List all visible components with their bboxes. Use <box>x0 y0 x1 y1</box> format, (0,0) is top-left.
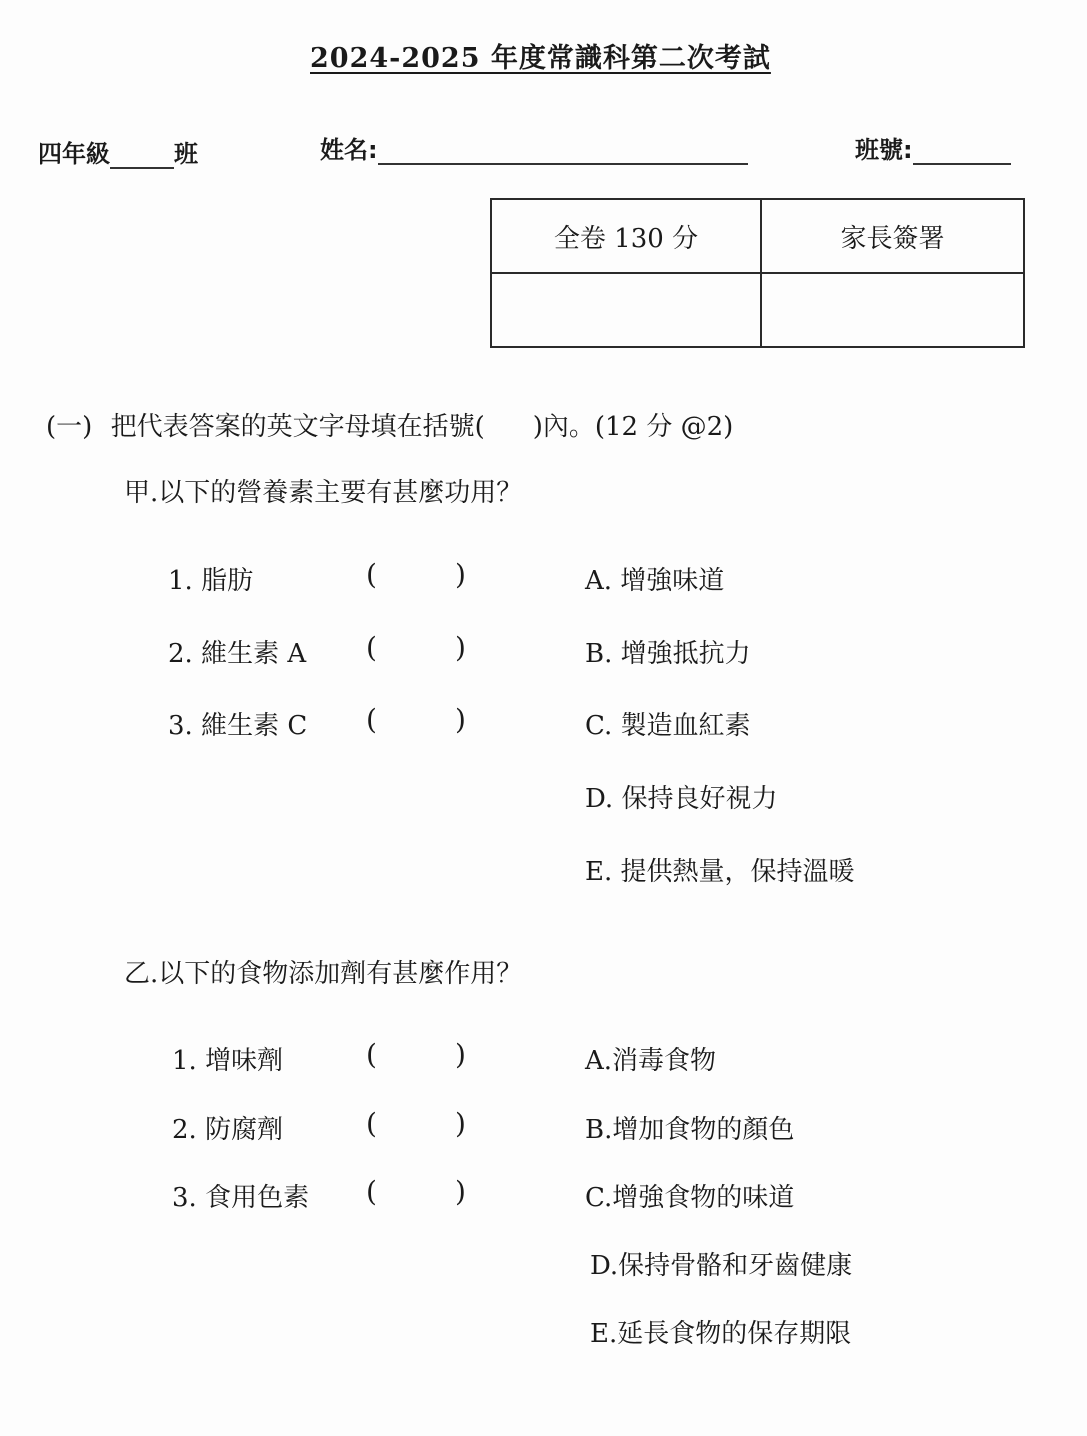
part-b-option-d: D.保持骨骼和牙齒健康 <box>590 1251 853 1281</box>
instruction-suffix: )內。(12 分 @2) <box>532 412 734 442</box>
name-field <box>320 130 748 165</box>
part-a-item-3-answer[interactable] <box>366 703 466 736</box>
part-b-item-2-answer[interactable] <box>366 1107 466 1140</box>
part-a-item-3-label: 3. 維生素 C <box>168 711 308 741</box>
part-b-option-e: E.延長食物的保存期限 <box>590 1319 852 1349</box>
part-b-item-1-label: 1. 增味劑 <box>172 1046 284 1076</box>
paren-open: ( <box>366 631 377 664</box>
paren-open: ( <box>366 1175 377 1208</box>
part-b-option-b: B.增加食物的顏色 <box>585 1115 795 1145</box>
part-a-option-c: C. 製造血紅素 <box>585 711 751 741</box>
part-b-item-3-answer[interactable] <box>366 1175 466 1208</box>
part-b-option-c: C.增強食物的味道 <box>585 1183 795 1213</box>
paren-open: ( <box>366 558 377 591</box>
class-number-field <box>855 130 1011 165</box>
part-b-question: 乙.以下的食物添加劑有甚麼作用？ <box>124 959 523 989</box>
total-score-cell[interactable] <box>491 273 761 347</box>
part-b-option-a: A.消毒食物 <box>585 1046 717 1076</box>
part-b-item-2-label: 2. 防腐劑 <box>172 1115 284 1145</box>
paren-close: ) <box>454 631 466 664</box>
total-score-header: 全卷 130 分 <box>491 199 761 273</box>
exam-title: 2024-2025 年度常識科第二次考試 <box>310 43 771 74</box>
paren-close: ) <box>454 1107 466 1140</box>
part-a-option-a: A. 增強味道 <box>585 566 725 596</box>
part-a-option-b: B. 增強抵抗力 <box>585 639 751 669</box>
class-number-input[interactable] <box>913 141 1011 165</box>
parent-signature-header: 家長簽署 <box>761 199 1024 273</box>
paren-open: ( <box>366 1038 377 1071</box>
part-a-item-2-label: 2. 維生素 A <box>168 639 307 669</box>
paren-open: ( <box>366 703 377 736</box>
paren-close: ) <box>454 703 466 736</box>
part-a-option-e: E. 提供熱量，保持溫暖 <box>585 857 855 887</box>
score-table <box>490 198 1025 348</box>
parent-signature-cell[interactable] <box>761 273 1024 347</box>
class-suffix: 班 <box>174 140 198 168</box>
name-label: 姓名: <box>320 136 378 164</box>
section1-instruction <box>46 406 733 443</box>
class-number-label: 班號: <box>855 136 913 164</box>
part-b-item-3-label: 3. 食用色素 <box>172 1183 310 1213</box>
paren-close: ) <box>454 558 466 591</box>
grade-class-field <box>38 134 198 169</box>
name-input[interactable] <box>378 141 748 165</box>
part-b-item-1-answer[interactable] <box>366 1038 466 1071</box>
part-a-item-2-answer[interactable] <box>366 631 466 664</box>
part-a-question: 甲.以下的營養素主要有甚麼功用？ <box>124 478 523 508</box>
part-a-item-1-label: 1. 脂肪 <box>168 566 254 596</box>
paren-close: ) <box>454 1038 466 1071</box>
part-a-option-d: D. 保持良好視力 <box>585 784 778 814</box>
class-input[interactable] <box>110 145 174 169</box>
paren-close: ) <box>454 1175 466 1208</box>
instruction-prefix: 把代表答案的英文字母填在括號( <box>110 412 485 442</box>
part-a-item-1-answer[interactable] <box>366 558 466 591</box>
grade-label: 四年級 <box>38 140 110 168</box>
paren-open: ( <box>366 1107 377 1140</box>
section-number: (一) <box>46 412 93 442</box>
